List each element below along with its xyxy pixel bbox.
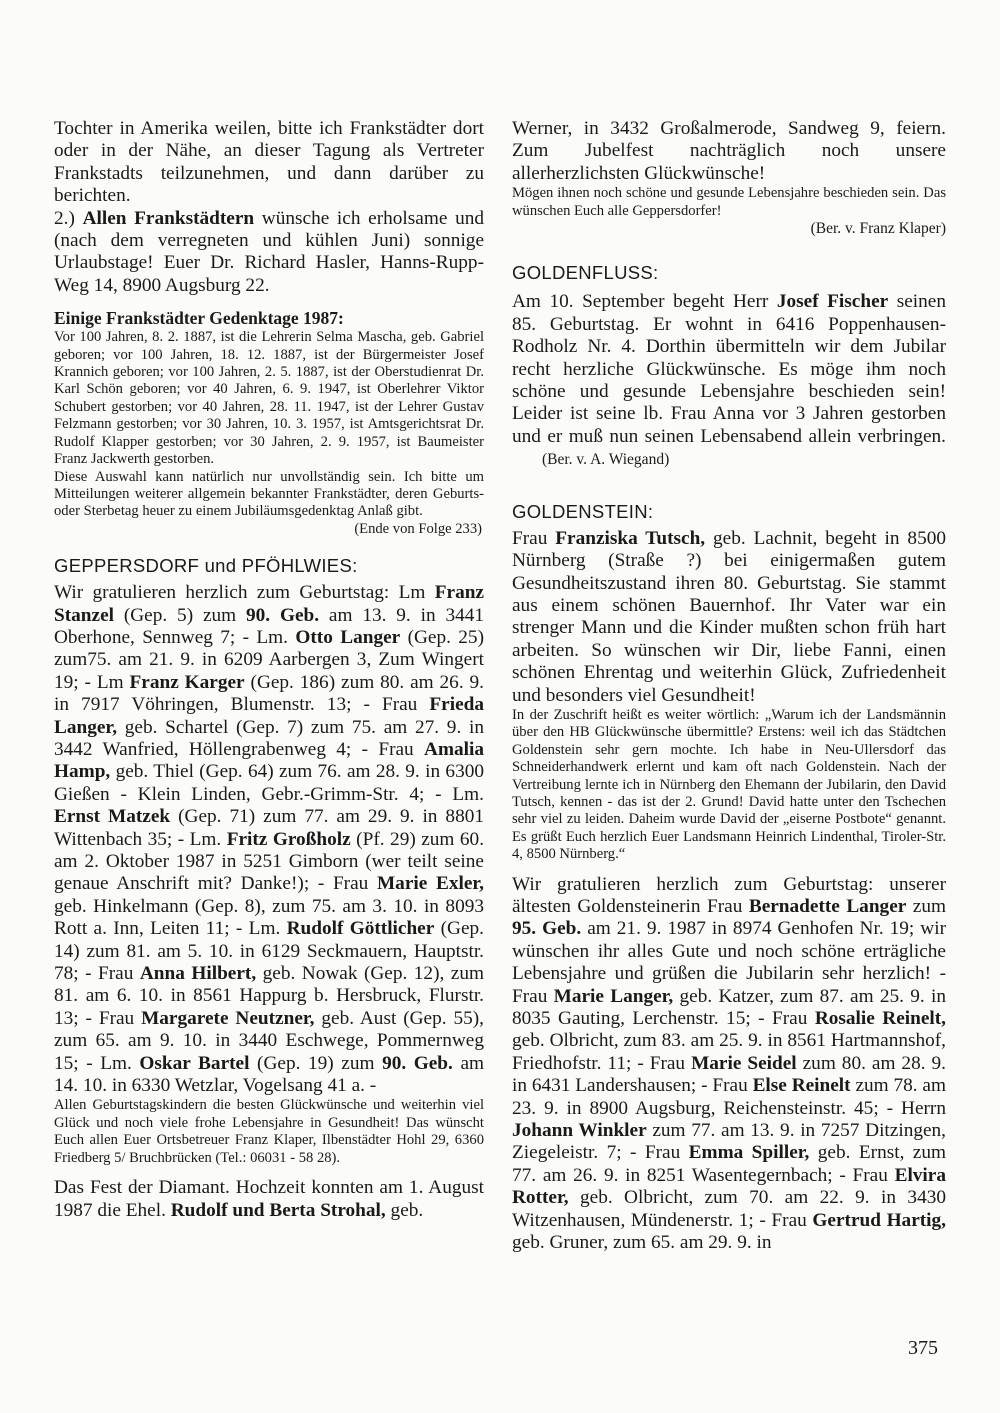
ende-note: (Ende von Folge 233) <box>354 520 482 537</box>
reporter-wiegand: (Ber. v. A. Wiegand) <box>542 451 670 469</box>
goldenfluss-text: Am 10. September begeht Herr Josef Fischer seinen 85. Geburtstag. Er wohnt in 6416 Poppenhausen-Rodholz Nr. 4. Dorthin übermitteln wir dem Jubilar recht herzliche Glückwünsche. Es möge ihm noch schöne und gesunde Lebensjahre beschieden sein! Leider ist seine lb. Frau Anna vor 3 Jahren gestorben und er muß nun seinen Lebensabend allein verbringen.(Ber. v. A. Wiegand) <box>512 291 946 471</box>
geppersdorf-closing: Mögen ihnen noch schöne und gesunde Lebensjahre beschieden sein. Das wünschen Euch alle Geppersdorfer! <box>512 185 946 219</box>
goldenstein-heading: GOLDENSTEIN: <box>512 500 654 522</box>
goldenstein-tutsch: Frau Franziska Tutsch, geb. Lachnit, begeht in 8500 Nürnberg (Straße ?) bei einigermaßen gutem Gesundheitszustand ihren 80. Geburtstag. Sie stammt aus einem schönen Bauernhof. Ihr Vater war ein strenger Mann und die Kinder mußten schon früh hart arbeiten. So wünschen wir Dir, liebe Fanni, einen schönen Ehrentag und weiterhin Glück, Zufriedenheit und besonders viel Gesundheit! <box>512 527 946 706</box>
frankstaedter-greeting: 2.) Allen Frankstädtern wünsche ich erholsame und (nach dem verregneten und kühlen Juni) sonnige Urlaubstage! Euer Dr. Richard Hasler, Hanns-Rupp-Weg 14, 8900 Augsburg 22. <box>54 207 484 296</box>
goldenfluss-heading: GOLDENFLUSS: <box>512 262 659 284</box>
gedenktage-heading: Einige Frankstädter Gedenktage 1987: <box>54 308 344 329</box>
geppersdorf-birthdays: Wir gratulieren herzlich zum Geburtstag: Lm Franz Stanzel (Gep. 5) zum 90. Geb. am 13. 9. in 3441 Oberhone, Sennweg 7; - Lm. Otto Langer (Gep. 25) zum75. am 21. 9. in 6209 Aarbergen 3, Zum Wingert 19; - Lm Franz Karger (Gep. 186) zum 80. am 26. 9. in 7917 Vöhringen, Blumenstr. 13; - Frau Frieda Langer, geb. Schartel (Gep. 7) zum 75. am 27. 9. in 3442 Wanfried, Höllengrabenweg 4; - Frau Amalia Hamp, geb. Thiel (Gep. 64) zum 76. am 28. 9. in 6300 Gießen - Klein Linden, Gebr.-Grimm-Str. 4; - Lm. Ernst Matzek (Gep. 71) zum 77. am 29. 9. in 8801 Wittenbach 35; - Lm. Fritz Großholz (Pf. 29) zum 60. am 2. Oktober 1987 in 5251 Gimborn (wer teilt seine genaue Anschrift mit? Danke!); - Frau Marie Exler, geb. Hinkelmann (Gep. 8), zum 75. am 3. 10. in 8093 Rott a. Inn, Leiten 11; - Lm. Rudolf Göttlicher (Gep. 14) zum 81. am 5. 10. in 6129 Seckmauern, Hauptstr. 78; - Frau Anna Hilbert, geb. Nowak (Gep. 12), zum 81. am 6. 10. in 8561 Happurg b. Hersbruck, Flurstr. 13; - Frau Margarete Neutzner, geb. Aust (Gep. 55), zum 65. am 9. 10. in 3440 Eschwege, Pommernweg 15; - Lm. Oskar Bartel (Gep. 19) zum 90. Geb. am 14. 10. in 6330 Wetzlar, Vogelsang 41 a. - <box>54 582 485 1097</box>
intro-paragraph: Tochter in Amerika weilen, bitte ich Frankstädter dort oder in der Nähe, an dieser Tagung als Vertreter Frankstadts teilzunehmen, und dann darüber zu berichten. <box>54 118 484 207</box>
auswahl-text: Diese Auswahl kann natürlich nur unvollständig sein. Ich bitte um Mitteilungen weiterer allgemein bekannter Frankstädter, deren Geburts- oder Sterbetag heuer zu einem Jubiläumsgedenktag Anlaß gibt. <box>54 468 484 520</box>
zuschrift-quote: In der Zuschrift heißt es weiter wörtlich: „Warum ich der Landsmännin über den HB Glückwünsche übermittle? Erstens: weil ich das Städtchen Goldenstein sehr gern mochte. Ich habe in Neu-Ullersdorf das Schneiderhandwerk erlernt und kam oft nach Goldenstein. Nach der Vertreibung lernte ich in Nürnberg den Ehemann der Jubilarin, den David Tutsch, kennen - das ist der 2. Grund! David hatte unter den Tschechen sehr viel zu leiden. Daheim wurde David der „eiserne Postbote“ genannt. Es grüßt Euch herzlich Euer Landsmann Heinrich Lindenthal, Tiroler-Str. 4, 8500 Nürnberg.“ <box>512 706 946 863</box>
page-number: 375 <box>908 1337 938 1359</box>
goldenstein-birthdays: Wir gratulieren herzlich zum Geburtstag: unserer ältesten Goldensteinerin Frau Bernadette Langer zum 95. Geb. am 21. 9. 1987 in 8974 Genhofen Nr. 19; wir wünschen ihr alles Gute und noch schöne erträgliche Lebensjahre und grüßen die Jubilarin sehr herzlich! - Frau Marie Langer, geb. Katzer, zum 87. am 25. 9. in 8035 Gauting, Lerchenstr. 15; - Frau Rosalie Reinelt, geb. Olbricht, zum 83. am 25. 9. in 8561 Hartmannshof, Friedhofstr. 11; - Frau Marie Seidel zum 80. am 28. 9. in 6431 Landershausen; - Frau Else Reinelt zum 78. am 23. 9. in 8900 Augsburg, Reichensteinstr. 45; - Herrn Johann Winkler zum 77. am 13. 9. in 7257 Ditzingen, Ziegeleistr. 7; - Frau Emma Spiller, geb. Ernst, zum 77. am 26. 9. in 8251 Wasentegernbach; - Frau Elvira Rotter, geb. Olbricht, zum 70. am 22. 9. in 3430 Witzenhausen, Mündenerstr. 1; - Frau Gertrud Hartig, geb. Gruner, zum 65. am 29. 9. in <box>512 873 946 1254</box>
right-column <box>512 118 946 1255</box>
geppersdorf-wishes: Allen Geburtstagskindern die besten Glückwünsche und weiterhin viel Glück und noch viele frohe Lebensjahre in Gesundheit! Das wünscht Euch allen Euer Ortsbetreuer Franz Klaper, Ilbenstädter Hohl 29, 6360 Friedberg 5/ Bruchbrücken (Tel.: 06031 - 58 28). <box>54 1097 484 1166</box>
werner-continuation: Werner, in 3432 Großalmerode, Sandweg 9, feiern. Zum Jubelfest nachträglich noch unsere allerherzlichsten Glückwünsche! <box>512 118 946 184</box>
diamant-hochzeit: Das Fest der Diamant. Hochzeit konnten am 1. August 1987 die Ehel. Rudolf und Berta Strohal, geb. <box>54 1177 484 1221</box>
gedenktage-text: Vor 100 Jahren, 8. 2. 1887, ist die Lehrerin Selma Mascha, geb. Gabriel geboren; vor 100 Jahren, 18. 12. 1887, ist der Bürgermeister Josef Krannich geboren; vor 100 Jahren, 2. 5. 1887, ist der Oberstudienrat Dr. Karl Schön geboren; vor 40 Jahren, 6. 9. 1947, ist Oberlehrer Viktor Schubert gestorben; vor 40 Jahren, 28. 11. 1947, ist der Lehrer Gustav Felzmann gestorben; vor 30 Jahren, 10. 3. 1957, ist Amtsgerichtsrat Dr. Rudolf Klapper gestorben; vor 30 Jahren, 2. 9. 1957, ist Baumeister Franz Jackwerth gestorben. <box>54 329 484 468</box>
left-column <box>54 118 484 1222</box>
reporter-klaper: (Ber. v. Franz Klaper) <box>810 220 946 238</box>
geppersdorf-heading: GEPPERSDORF und PFÖHLWIES: <box>54 555 358 577</box>
